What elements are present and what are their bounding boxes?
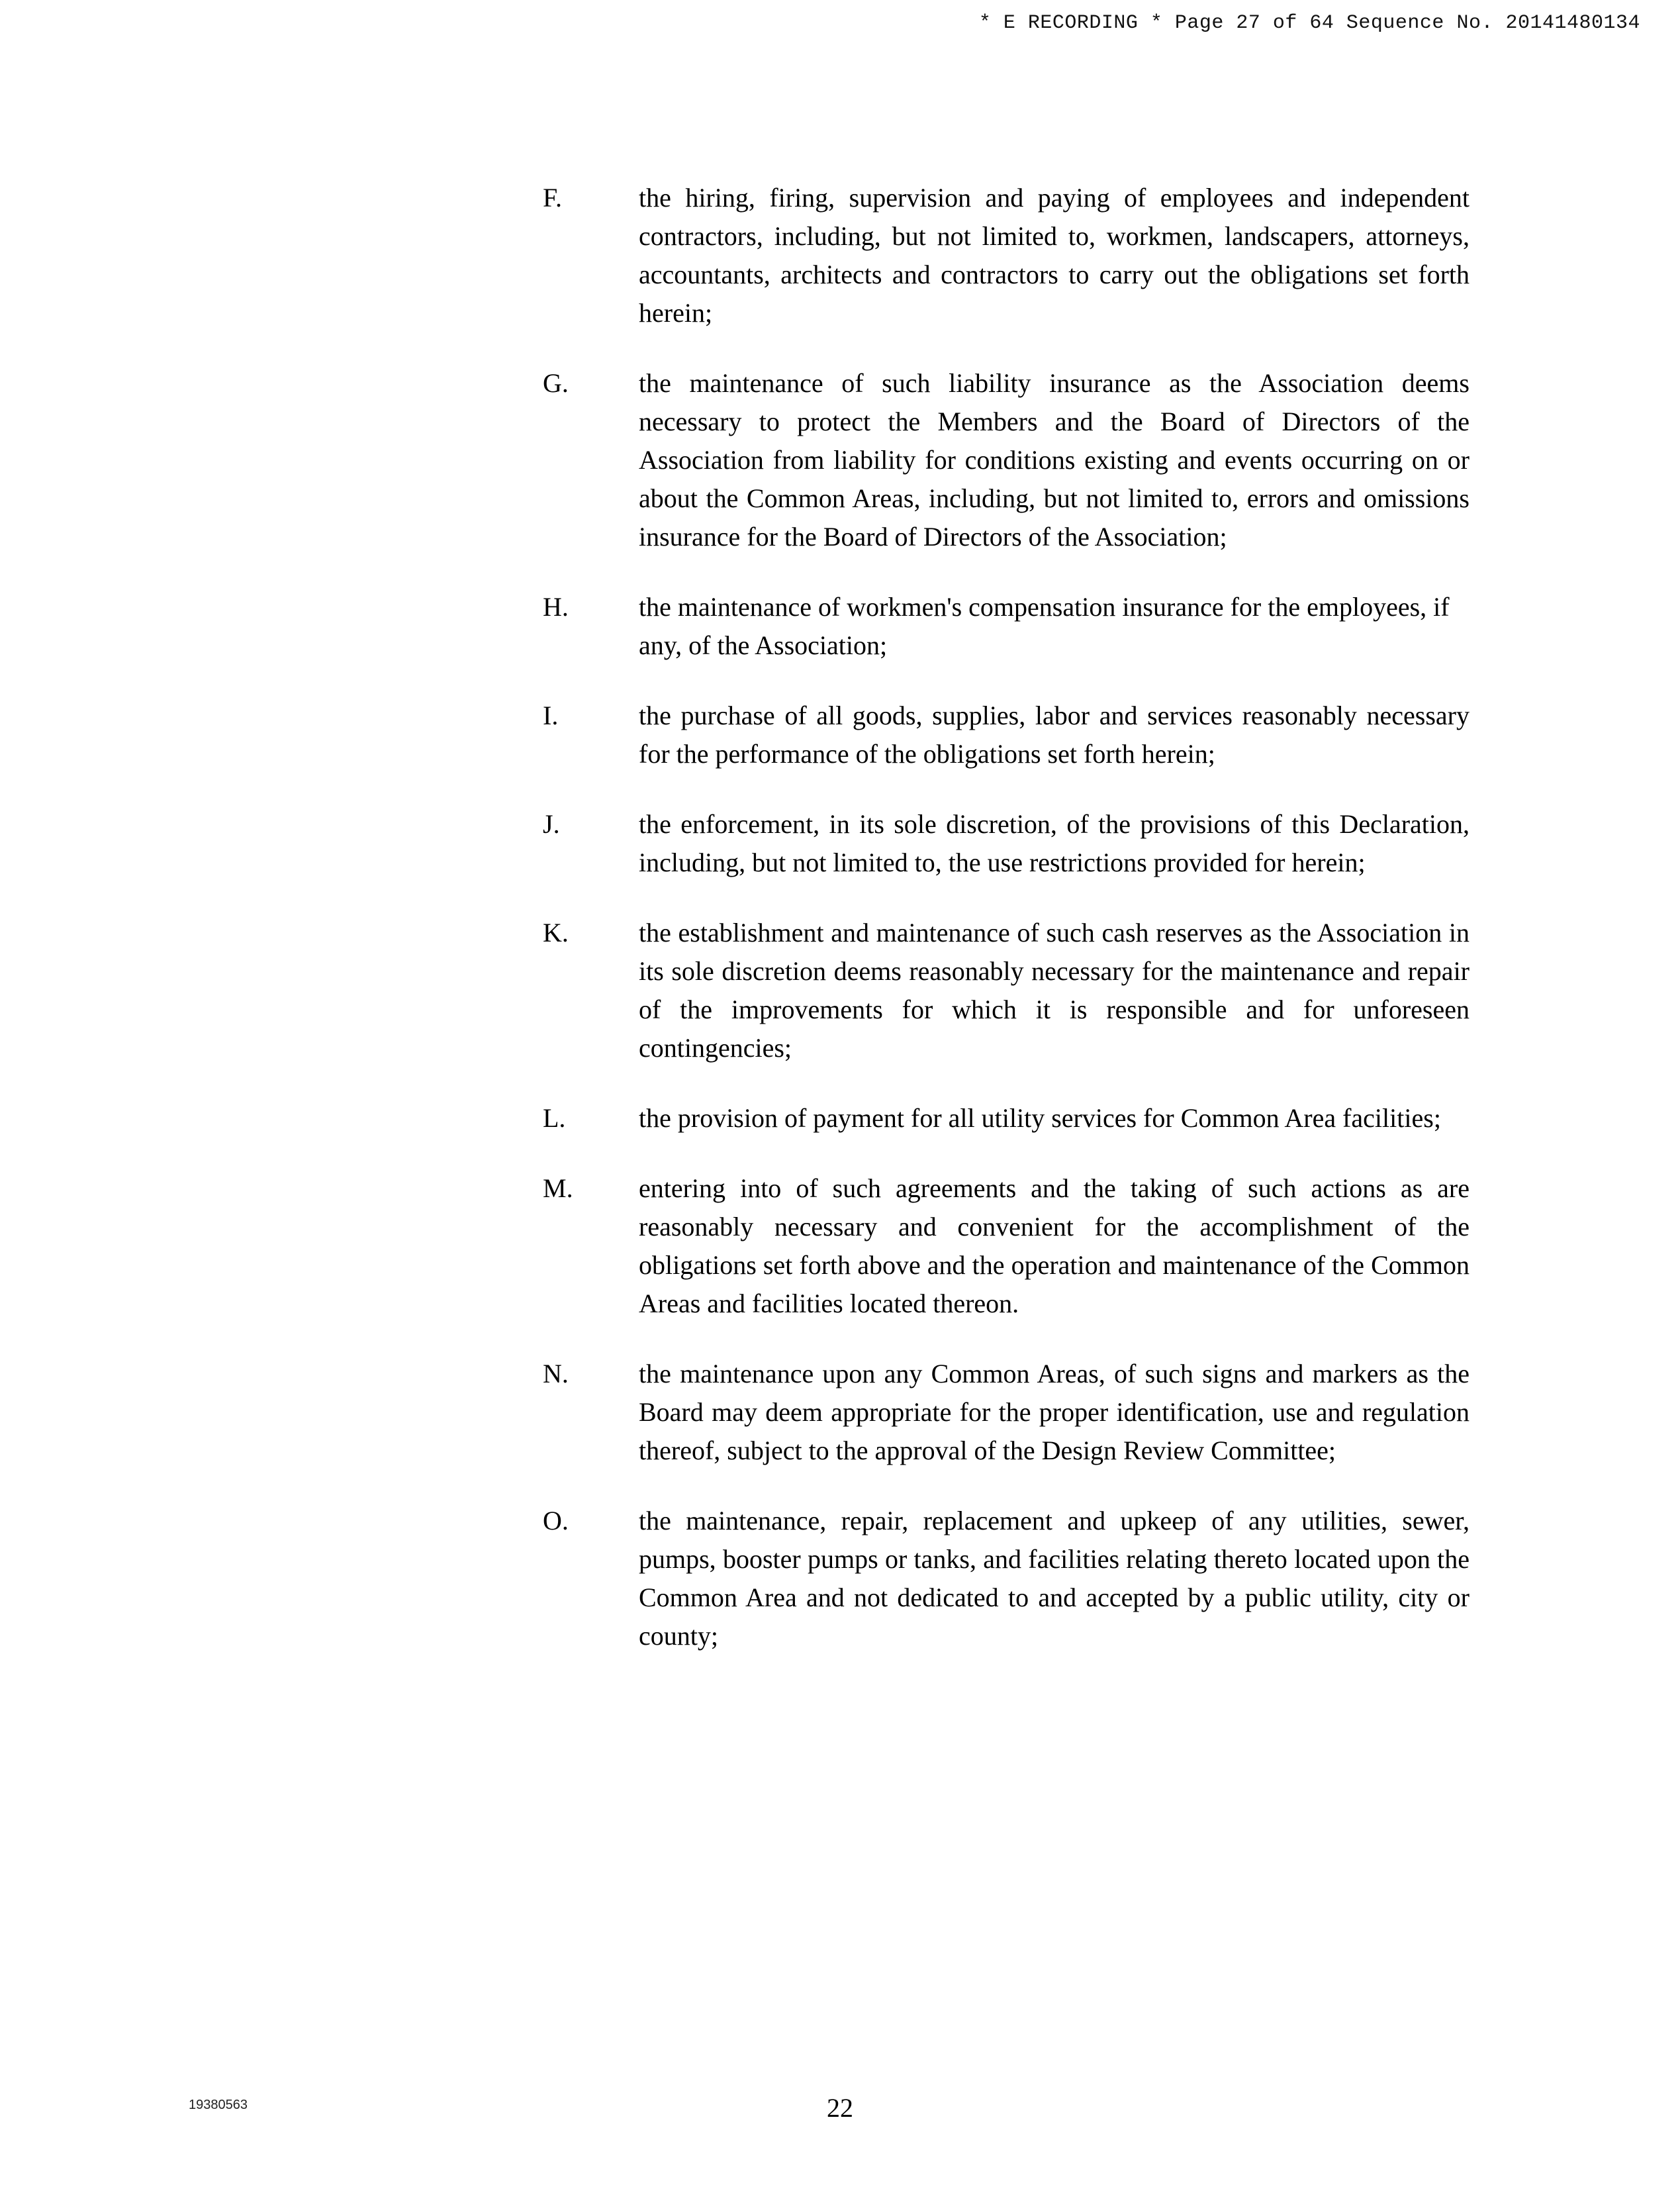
clause-text: the maintenance, repair, replacement and upkeep of any utilities, sewer, pumps, booster pumps or tanks, and facilities relating thereto located upon the Common Area and not dedicated to and accepted by a public utility, city or county; [639,1506,1470,1651]
list-item [543,1502,1470,1655]
clause-text: the provision of payment for all utility services for Common Area facilities; [639,1103,1441,1133]
clause-letter: M. [543,1173,573,1203]
page-number: 22 [827,2093,853,2123]
list-item [543,1099,1470,1138]
list-item [543,697,1470,773]
clause-letter: K. [543,918,569,948]
clause-letter: H. [543,592,569,622]
list-item [543,914,1470,1067]
clause-letter: F. [543,183,563,213]
clause-text: the enforcement, in its sole discretion, of the provisions of this Declaration, including, but not limited to, the use restrictions provided for herein; [639,809,1470,877]
clause-text: the maintenance of such liability insurance as the Association deems necessary to protect the Members and the Board of Directors of the Association from liability for conditions existing and events occurring on or about the Common Areas, including, but not limited to, errors and omissions insurance for the Board of Directors of the Association; [639,368,1470,552]
list-item [543,179,1470,332]
clause-text: entering into of such agreements and the taking of such actions as are reasonably necessary and convenient for the accomplishment of the obligations set forth above and the operation and maintenance of the Common Areas and facilities located thereon. [639,1173,1470,1318]
list-item [543,588,1470,665]
clause-text: the hiring, firing, supervision and paying of employees and independent contractors, including, but not limited to, workmen, landscapers, attorneys, accountants, architects and contractors to carry out the obligations set forth herein; [639,183,1470,328]
clause-letter: L. [543,1103,566,1133]
clause-letter: J. [543,809,560,839]
list-item [543,805,1470,882]
erecording-stamp: * E RECORDING * Page 27 of 64 Sequence No. 20141480134 [978,12,1640,34]
clause-letter: N. [543,1359,569,1388]
clause-letter: G. [543,368,569,398]
clause-list [543,179,1470,1687]
document-number: 19380563 [189,2098,248,2112]
list-item [543,1169,1470,1323]
list-item [543,1355,1470,1470]
clause-text: the establishment and maintenance of such cash reserves as the Association in its sole discretion deems reasonably necessary for the maintenance and repair of the improvements for which it is responsible and for unforeseen contingencies; [639,918,1470,1063]
list-item [543,364,1470,556]
clause-text: the maintenance of workmen's compensation insurance for the employees, if any, of the Association; [639,592,1450,660]
clause-text: the maintenance upon any Common Areas, of such signs and markers as the Board may deem appropriate for the proper identification, use and regulation thereof, subject to the approval of the Design Review Committee; [639,1359,1470,1465]
page-number-container [0,2092,1680,2123]
clause-text: the purchase of all goods, supplies, labor and services reasonably necessary for the performance of the obligations set forth herein; [639,701,1470,769]
clause-letter: O. [543,1506,569,1535]
clause-letter: I. [543,701,559,730]
